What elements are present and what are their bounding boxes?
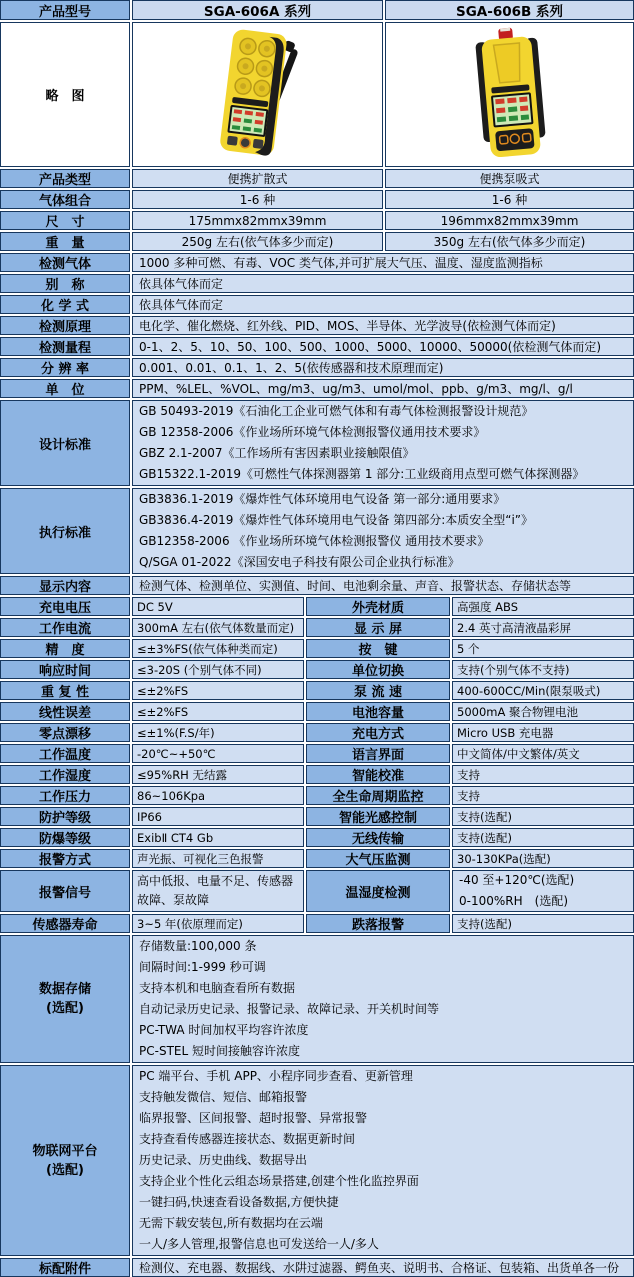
row-label-line: (选配)	[46, 1162, 84, 1178]
row-label: 防爆等级	[0, 828, 130, 847]
detector-b-image-cell	[385, 22, 634, 167]
table-row	[0, 211, 634, 230]
table-row	[0, 358, 634, 377]
row-label: 全生命周期监控	[306, 786, 450, 805]
row-value: 2.4 英寸高清液晶彩屏	[452, 618, 634, 637]
row-value: 依具体气体而定	[132, 295, 634, 314]
storage-line: 间隔时间:1-999 秒可调	[139, 960, 266, 974]
row-label: 显示内容	[0, 576, 130, 595]
storage-line: 支持本机和电脑查看所有数据	[139, 981, 296, 995]
iot-line: 支持触发微信、短信、邮箱报警	[139, 1090, 308, 1104]
sketch-row	[0, 22, 634, 167]
row-value: 电化学、催化燃烧、红外线、PID、MOS、半导体、光学波导(依检测气体而定)	[132, 316, 634, 335]
series-a-header: SGA-606A 系列	[132, 0, 383, 20]
row-label: 工作温度	[0, 744, 130, 763]
row-value: 声光振、可视化三色报警	[132, 849, 304, 868]
standard-line: GB12358-2006 《作业场所环境气体检测报警仪 通用技术要求》	[139, 534, 490, 548]
row-value: 300mA 左右(依气体数量而定)	[132, 618, 304, 637]
design-standards-row	[0, 400, 634, 486]
table-row	[0, 190, 634, 209]
table-row	[0, 914, 634, 933]
table-row	[0, 576, 634, 595]
row-label: 单 位	[0, 379, 130, 398]
standard-line: GB15322.1-2019《可燃性气体探测器第 1 部分:工业级商用点型可燃气体探测器》	[139, 467, 585, 481]
table-row	[0, 660, 634, 679]
row-label-line: 物联网平台	[32, 1143, 98, 1159]
table-row	[0, 807, 634, 826]
table-header-row	[0, 0, 634, 20]
table-row	[0, 786, 634, 805]
row-value: 中文简体/中文繁体/英文	[452, 744, 634, 763]
row-label-line: (选配)	[46, 1001, 84, 1016]
row-value: 支持	[452, 765, 634, 784]
row-label: 语言界面	[306, 744, 450, 763]
table-row	[0, 765, 634, 784]
value-b: 便携泵吸式	[385, 169, 634, 188]
row-value: ≤±3%FS(依气体种类而定)	[132, 639, 304, 658]
value-line: 0-100%RH (选配)	[459, 894, 568, 908]
row-label: 尺 寸	[0, 211, 130, 230]
row-label: 设计标准	[0, 400, 130, 486]
product-model-header: 产品型号	[0, 0, 130, 20]
row-value: 支持(个别气体不支持)	[452, 660, 634, 679]
table-row	[0, 253, 634, 272]
series-b-header: SGA-606B 系列	[385, 0, 634, 20]
row-value: 1000 多种可燃、有毒、VOC 类气体,并可扩展大气压、温度、湿度监测指标	[132, 253, 634, 272]
standard-line: GB3836.4-2019《爆炸性气体环境用电气设备 第四部分:本质安全型“i”》	[139, 513, 534, 527]
row-label: 单位切换	[306, 660, 450, 679]
table-row	[0, 337, 634, 356]
keypad	[495, 128, 535, 151]
iot-line: 支持查看传感器连接状态、数据更新时间	[139, 1132, 356, 1146]
alarm-signal-row	[0, 870, 634, 912]
table-row	[0, 849, 634, 868]
table-row	[0, 744, 634, 763]
row-label: 大气压监测	[306, 849, 450, 868]
value-b: 196mmx82mmx39mm	[385, 211, 634, 230]
row-label: 化 学 式	[0, 295, 130, 314]
row-label: 按 键	[306, 639, 450, 658]
row-label: 防护等级	[0, 807, 130, 826]
standard-line: GB 50493-2019《石油化工企业可燃气体和有毒气体检测报警设计规范》	[139, 404, 534, 418]
row-label: 温湿度检测	[306, 870, 450, 912]
row-value: ≤±2%FS	[132, 681, 304, 700]
iot-line: 一键扫码,快速查看设备数据,方便快捷	[139, 1195, 339, 1209]
table-row	[0, 232, 634, 251]
row-label: 无线传输	[306, 828, 450, 847]
iot-line: 临界报警、区间报警、超时报警、异常报警	[139, 1111, 368, 1125]
table-row	[0, 618, 634, 637]
row-label: 分 辨 率	[0, 358, 130, 377]
row-label: 线性误差	[0, 702, 130, 721]
row-value: 检测气体、检测单位、实测值、时间、电池剩余量、声音、报警状态、存储状态等	[132, 576, 634, 595]
row-label: 精 度	[0, 639, 130, 658]
row-value: IP66	[132, 807, 304, 826]
row-label: 跌落报警	[306, 914, 450, 933]
exec-standards-row	[0, 488, 634, 574]
row-label: 报警方式	[0, 849, 130, 868]
storage-line: 自动记录历史记录、报警记录、故障记录、开关机时间等	[139, 1002, 440, 1016]
exec-standards-list	[132, 488, 634, 574]
data-storage-row	[0, 935, 634, 1063]
row-value: 0.001、0.01、0.1、1、2、5(依传感器和技术原理而定)	[132, 358, 634, 377]
row-label: 工作电流	[0, 618, 130, 637]
row-value: 0-1、2、5、10、50、100、500、1000、5000、10000、50000(依检测气体而定)	[132, 337, 634, 356]
row-value: 3~5 年(依原理而定)	[132, 914, 304, 933]
row-label: 响应时间	[0, 660, 130, 679]
row-value: 支持(选配)	[452, 828, 634, 847]
row-value: 5 个	[452, 639, 634, 658]
standard-line: GB 12358-2006《作业场所环境气体检测报警仪通用技术要求》	[139, 425, 486, 439]
table-row	[0, 597, 634, 616]
row-value: 高中低报、电量不足、传感器故障、泵故障	[132, 870, 304, 912]
row-label: 检测原理	[0, 316, 130, 335]
value-b: 1-6 种	[385, 190, 634, 209]
row-label: 外壳材质	[306, 597, 450, 616]
storage-line: PC-TWA 时间加权平均容许浓度	[139, 1023, 309, 1037]
row-label: 工作压力	[0, 786, 130, 805]
table-row	[0, 639, 634, 658]
row-value	[452, 870, 634, 912]
row-value: 400-600CC/Min(限泵吸式)	[452, 681, 634, 700]
accessories-row	[0, 1258, 634, 1277]
row-value: 30-130KPa(选配)	[452, 849, 634, 868]
value-a: 175mmx82mmx39mm	[132, 211, 383, 230]
row-label: 重 复 性	[0, 681, 130, 700]
table-row	[0, 169, 634, 188]
iot-line: 一人/多人管理,报警信息也可发送给一人/多人	[139, 1237, 379, 1251]
row-label	[0, 935, 130, 1063]
sketch-label: 略 图	[0, 22, 130, 167]
iot-line: 支持企业个性化云组态场景搭建,创建个性化监控界面	[139, 1174, 419, 1188]
standard-line: GB3836.1-2019《爆炸性气体环境用电气设备 第一部分:通用要求》	[139, 492, 506, 506]
storage-line: 存储数量:100,000 条	[139, 939, 257, 953]
row-label: 电池容量	[306, 702, 450, 721]
row-label: 报警信号	[0, 870, 130, 912]
table-row	[0, 828, 634, 847]
row-value: DC 5V	[132, 597, 304, 616]
value-line: -40 至+120℃(选配)	[459, 873, 575, 887]
iot-feature-list	[132, 1065, 634, 1256]
iot-line: 无需下载安装包,所有数据均在云端	[139, 1216, 323, 1230]
row-label: 检测气体	[0, 253, 130, 272]
row-value: ≤±1%(F.S/年)	[132, 723, 304, 742]
iot-line: PC 端平台、手机 APP、小程序同步查看、更新管理	[139, 1069, 413, 1083]
row-label: 别 称	[0, 274, 130, 293]
detector-b-photo	[440, 26, 580, 164]
row-value: 检测仪、充电器、数据线、水阱过滤器、鳄鱼夹、说明书、合格证、包装箱、出货单各一份	[132, 1258, 634, 1277]
row-label: 零点漂移	[0, 723, 130, 742]
row-label	[0, 1065, 130, 1256]
row-label: 显 示 屏	[306, 618, 450, 637]
row-value: 支持(选配)	[452, 807, 634, 826]
row-label: 检测量程	[0, 337, 130, 356]
row-value: Micro USB 充电器	[452, 723, 634, 742]
row-value: ≤3-20S (个别气体不同)	[132, 660, 304, 679]
storage-line: PC-STEL 短时间接触容许浓度	[139, 1044, 300, 1058]
row-value: 高强度 ABS	[452, 597, 634, 616]
row-value: ExibⅡ CT4 Gb	[132, 828, 304, 847]
table-row	[0, 723, 634, 742]
row-value: 依具体气体而定	[132, 274, 634, 293]
row-label: 产品类型	[0, 169, 130, 188]
table-row	[0, 316, 634, 335]
row-label-line: 数据存储	[38, 982, 91, 997]
row-label: 工作湿度	[0, 765, 130, 784]
row-value: 5000mA 聚合物锂电池	[452, 702, 634, 721]
row-value: 支持(选配)	[452, 914, 634, 933]
data-storage-list	[132, 935, 634, 1063]
value-b: 350g 左右(依气体多少而定)	[385, 232, 634, 251]
detector-a-image-cell	[132, 22, 383, 167]
value-a: 250g 左右(依气体多少而定)	[132, 232, 383, 251]
iot-platform-row	[0, 1065, 634, 1256]
table-row	[0, 379, 634, 398]
row-label: 标配附件	[0, 1258, 130, 1277]
iot-line: 历史记录、历史曲线、数据导出	[139, 1153, 308, 1167]
row-label: 充电电压	[0, 597, 130, 616]
table-row	[0, 274, 634, 293]
row-value: ≤±2%FS	[132, 702, 304, 721]
row-label: 充电方式	[306, 723, 450, 742]
row-label: 重 量	[0, 232, 130, 251]
standard-line: GBZ 2.1-2007《工作场所有害因素职业接触限值》	[139, 446, 415, 460]
row-label: 智能校准	[306, 765, 450, 784]
table-row	[0, 681, 634, 700]
row-value: 支持	[452, 786, 634, 805]
table-row	[0, 702, 634, 721]
row-label: 执行标准	[0, 488, 130, 574]
standard-line: Q/SGA 01-2022《深国安电子科技有限公司企业执行标准》	[139, 555, 460, 569]
value-a: 便携扩散式	[132, 169, 383, 188]
row-label: 传感器寿命	[0, 914, 130, 933]
row-value: 86~106Kpa	[132, 786, 304, 805]
value-a: 1-6 种	[132, 190, 383, 209]
row-label: 智能光感控制	[306, 807, 450, 826]
row-label: 气体组合	[0, 190, 130, 209]
row-value: PPM、%LEL、%VOL、mg/m3、ug/m3、umol/mol、ppb、g/m3、mg/l、g/l	[132, 379, 634, 398]
table-row	[0, 295, 634, 314]
row-value: ≤95%RH 无结露	[132, 765, 304, 784]
detector-a-photo	[188, 26, 328, 164]
row-value: -20℃~+50℃	[132, 744, 304, 763]
design-standards-list	[132, 400, 634, 486]
row-label: 泵 流 速	[306, 681, 450, 700]
